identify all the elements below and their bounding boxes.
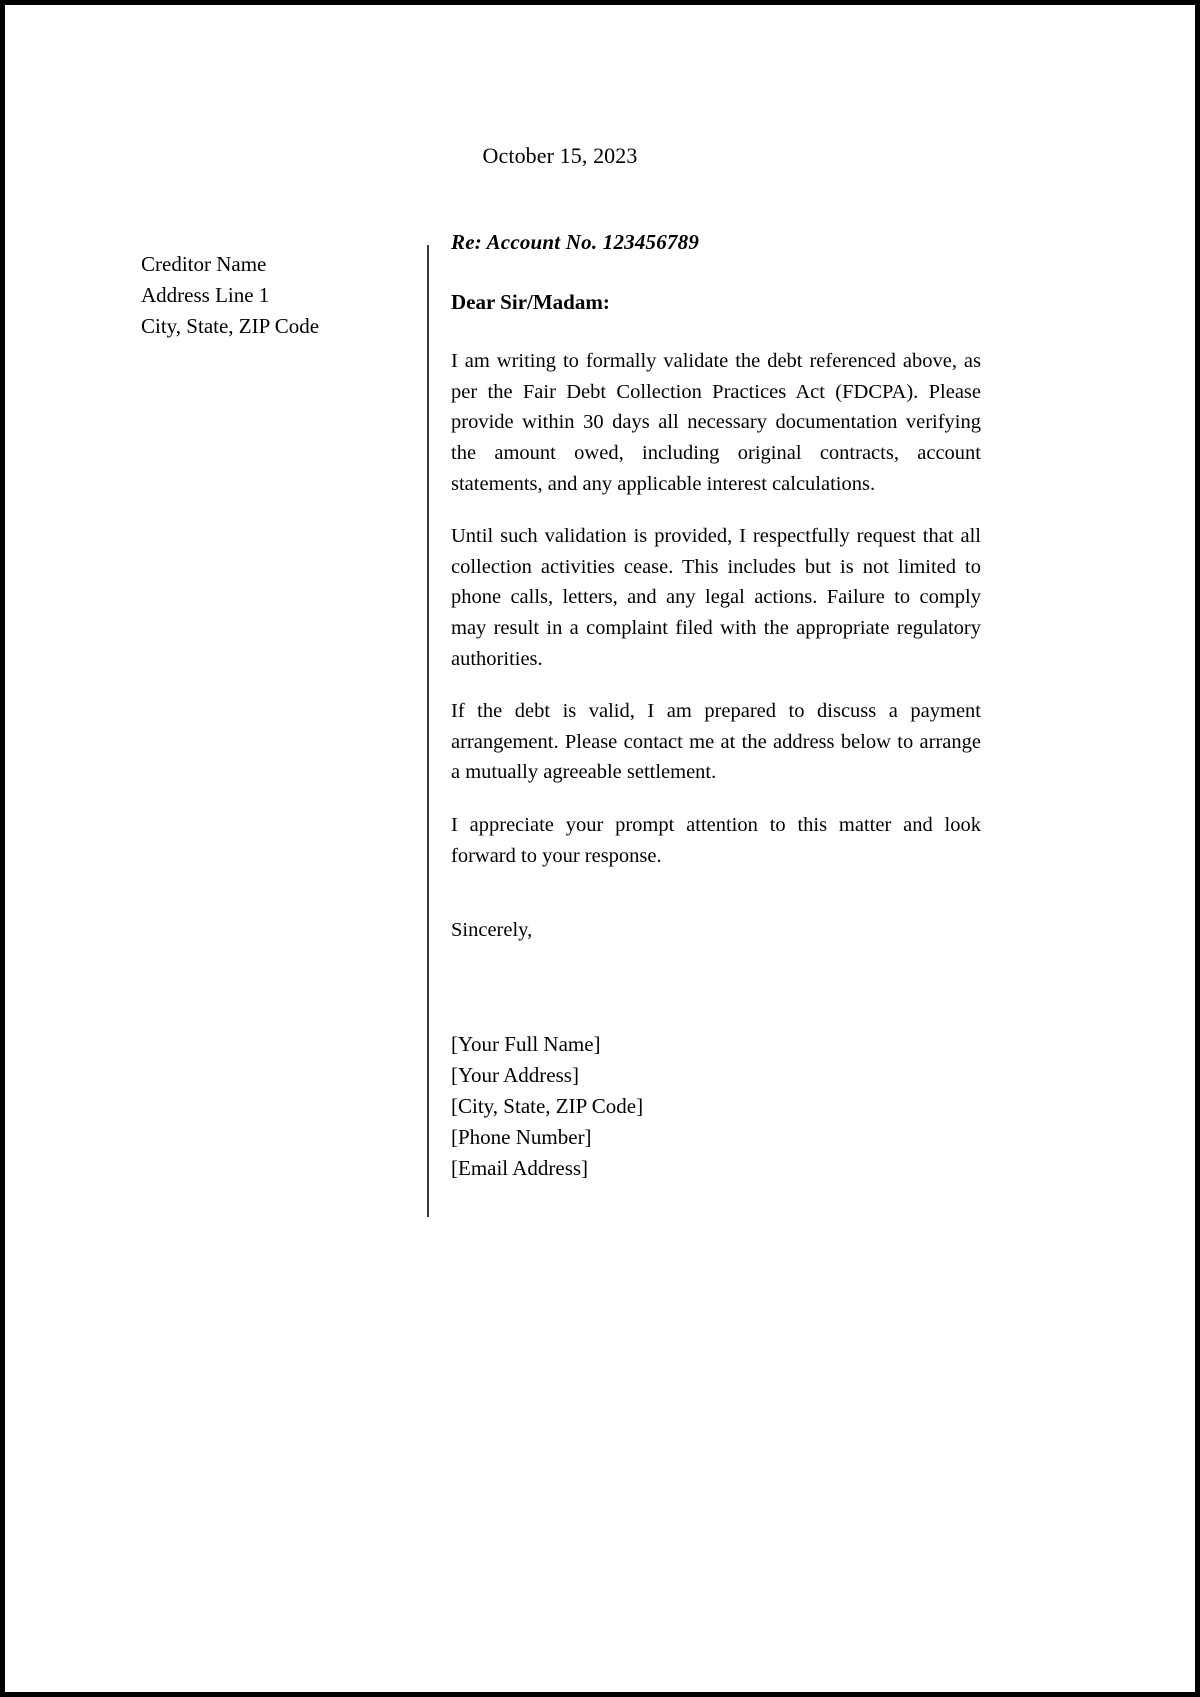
signature-line-city-state-zip: [City, State, ZIP Code]	[451, 1093, 644, 1118]
subject-reference-line: Re: Account No. 123456789	[451, 230, 700, 254]
letter-date: October 15, 2023	[482, 143, 638, 168]
recipient-line-city-state-zip: City, State, ZIP Code	[141, 314, 320, 338]
body-paragraph-3: If the debt is valid, I am prepared to discuss a payment arrangement. Please contact me at the address below to arrange a mutually agreeable settlement.	[451, 700, 981, 784]
signature-line-phone-number: [Phone Number]	[451, 1124, 592, 1149]
body-paragraph-4: I appreciate your prompt attention to this matter and look forward to your response.	[451, 813, 981, 867]
signature-line-full-name: [Your Full Name]	[451, 1031, 601, 1056]
salutation-line: Dear Sir/Madam:	[451, 289, 610, 314]
signature-line-email-address: [Email Address]	[451, 1155, 589, 1180]
signature-block	[451, 1029, 981, 1184]
body-paragraph-2: Until such validation is provided, I respectfully request that all collection activities cease. This includes but is not limited to phone calls, letters, and any legal actions. Failure to comply may result in a complaint filed with the appropriate regulatory authorities.	[451, 525, 981, 670]
body-paragraph-1: I am writing to formally validate the debt referenced above, as per the Fair Debt Collection Practices Act (FDCPA). Please provide within 30 days all necessary documentation verifying the amount owed, including original contracts, account statements, and any applicable interest calculations.	[451, 350, 981, 495]
page-sheet	[5, 5, 1195, 1692]
vertical-divider-rule	[427, 245, 429, 1217]
letter-body-column	[451, 227, 981, 1184]
closing-line: Sincerely,	[451, 919, 533, 942]
recipient-address-block	[141, 249, 411, 342]
signature-line-address: [Your Address]	[451, 1062, 579, 1087]
recipient-line-creditor-name: Creditor Name	[141, 252, 267, 276]
recipient-line-address: Address Line 1	[141, 283, 270, 307]
